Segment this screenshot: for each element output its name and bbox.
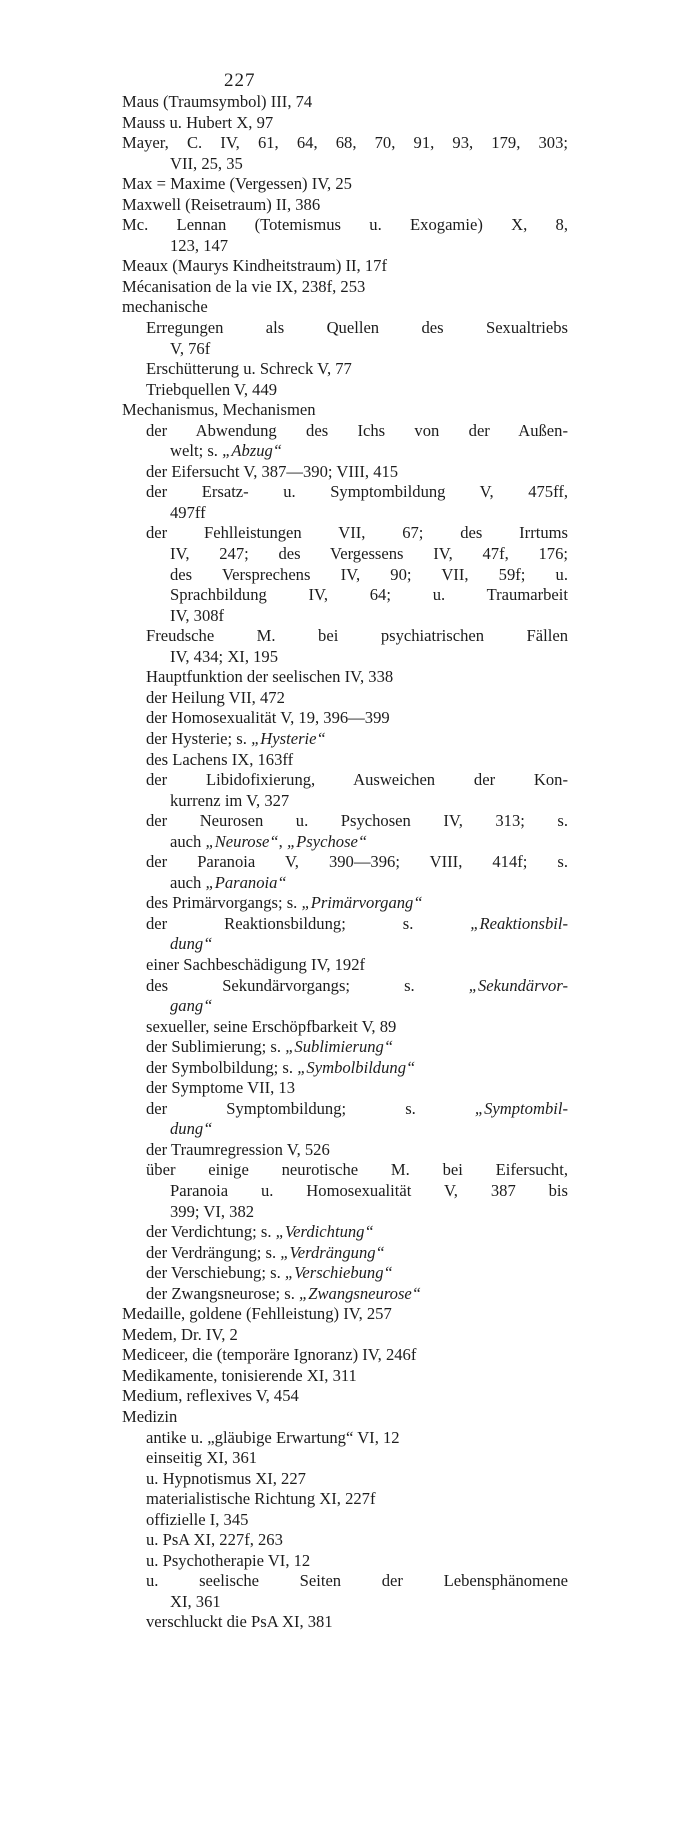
cross-reference: „Verdrängung“	[280, 1242, 385, 1262]
entry-text: der Verdrängung; s.	[146, 1242, 281, 1262]
cross-reference: dung“	[170, 934, 213, 954]
entry-text: V, 76f	[170, 338, 211, 358]
index-entry	[122, 1407, 568, 1428]
cross-reference: „Zwangsneurose“	[299, 1283, 422, 1303]
entry-text: Medikamente, tonisierende XI, 311	[122, 1365, 357, 1385]
index-subentry	[122, 441, 568, 462]
entry-text: Mayer, C. IV, 61, 64, 68, 70, 91, 93, 179, 303;	[122, 133, 568, 153]
index-subentry	[122, 667, 568, 688]
entry-text: sexueller, seine Erschöpfbarkeit V, 89	[146, 1016, 397, 1036]
index-subentry	[122, 1099, 568, 1120]
index-entry	[122, 92, 568, 113]
entry-text: einseitig XI, 361	[146, 1448, 258, 1468]
entry-text: Medizin	[122, 1407, 178, 1426]
index-subentry	[122, 339, 568, 360]
entry-text: der Sublimierung; s.	[146, 1037, 286, 1057]
index-subentry	[122, 1058, 568, 1079]
index-subentry	[122, 1551, 568, 1572]
index-entry	[122, 174, 568, 195]
cross-reference: dung“	[170, 1119, 213, 1139]
index-subentry	[122, 1592, 568, 1613]
cross-reference: „Abzug“	[222, 441, 283, 461]
entry-text: der Reaktionsbildung; s.	[146, 913, 471, 933]
cross-reference: „Verschiebung“	[284, 1263, 393, 1283]
entry-text: VII, 25, 35	[170, 153, 243, 173]
cross-reference: „Verdichtung“	[275, 1222, 374, 1242]
entry-text: Paranoia u. Homosexualität V, 387 bis	[170, 1180, 568, 1200]
entry-text: Triebquellen V, 449	[146, 379, 278, 399]
index-subentry	[122, 482, 568, 503]
index-subentry	[122, 873, 568, 894]
entry-text: der Symptombildung; s.	[146, 1098, 475, 1118]
entry-text: antike u. „gläubige Erwartung“ VI, 12	[146, 1427, 400, 1447]
entry-text: der Symbolbildung; s.	[146, 1057, 298, 1077]
index-subentry	[122, 708, 568, 729]
entry-text: welt; s.	[170, 441, 223, 461]
index-entry	[122, 1345, 568, 1366]
index-subentry	[122, 1428, 568, 1449]
entry-text: Max = Maxime (Vergessen) IV, 25	[122, 174, 352, 194]
index-entry	[122, 113, 568, 134]
entry-text: Mediceer, die (temporäre Ignoranz) IV, 246f	[122, 1345, 417, 1365]
entry-text: des Sekundärvorgangs; s.	[146, 975, 469, 995]
entry-text: der Neurosen u. Psychosen IV, 313; s.	[146, 811, 568, 831]
cross-reference: „Psychose“	[286, 831, 368, 851]
entry-text: der Libidofixierung, Ausweichen der Kon-	[146, 770, 568, 790]
entry-text: der Fehlleistungen VII, 67; des Irrtums	[146, 523, 568, 543]
index-subentry	[122, 585, 568, 606]
entry-text: mechanische	[122, 297, 208, 317]
entry-text: verschluckt die PsA XI, 381	[146, 1612, 333, 1632]
cross-reference: „Symptombil-	[474, 1098, 568, 1118]
index-subentry	[122, 503, 568, 524]
entry-text: Maxwell (Reisetraum) II, 386	[122, 194, 321, 214]
index-subentry	[122, 832, 568, 853]
cross-reference: gang“	[170, 996, 213, 1016]
index-entry	[122, 1304, 568, 1325]
entry-text: IV, 247; des Vergessens IV, 47f, 176;	[170, 544, 568, 564]
entry-text: der Zwangsneurose; s.	[146, 1283, 299, 1303]
index-subentry	[122, 1119, 568, 1140]
index-subentry	[122, 688, 568, 709]
index-subentry	[122, 1510, 568, 1531]
index-subentry	[122, 996, 568, 1017]
cross-reference: „Reaktionsbil-	[470, 913, 568, 933]
index-subentry	[122, 1571, 568, 1592]
index-subentry	[122, 1243, 568, 1264]
index-subentry	[122, 934, 568, 955]
index-subentry	[122, 852, 568, 873]
index-subentry	[122, 318, 568, 339]
index-subentry	[122, 1222, 568, 1243]
entry-text: des Primärvorgangs; s.	[146, 893, 302, 913]
index-subentry	[122, 565, 568, 586]
entry-text: Erschütterung u. Schreck V, 77	[146, 359, 352, 379]
cross-reference: „Sekundärvor-	[468, 975, 568, 995]
entry-text: Maus (Traumsymbol) III, 74	[122, 92, 313, 111]
entry-text: IV, 434; XI, 195	[170, 646, 279, 666]
index-subentry	[122, 750, 568, 771]
entry-text: der Paranoia V, 390—396; VIII, 414f; s.	[146, 852, 568, 872]
entry-text: kurrenz im V, 327	[170, 790, 290, 810]
entry-text: Mécanisation de la vie IX, 238f, 253	[122, 276, 366, 296]
entry-text: Medaille, goldene (Fehlleistung) IV, 257	[122, 1304, 392, 1324]
index-entry	[122, 1386, 568, 1407]
index-subentry	[122, 791, 568, 812]
entry-text: der Traumregression V, 526	[146, 1139, 330, 1159]
index-subentry	[122, 1078, 568, 1099]
entry-text: Freudsche M. bei psychiatrischen Fällen	[146, 626, 568, 646]
index-subentry	[122, 544, 568, 565]
index-subentry	[122, 647, 568, 668]
index-subentry	[122, 462, 568, 483]
index-subentry	[122, 1202, 568, 1223]
index-entry	[122, 297, 568, 318]
entry-text: der Eifersucht V, 387—390; VIII, 415	[146, 461, 399, 481]
entry-text: Meaux (Maurys Kindheitstraum) II, 17f	[122, 256, 387, 276]
index-subentry	[122, 1037, 568, 1058]
entry-text: Sprachbildung IV, 64; u. Traumarbeit	[170, 585, 568, 605]
entry-text: der Symptome VII, 13	[146, 1078, 296, 1098]
index-entry	[122, 400, 568, 421]
index-subentry	[122, 1469, 568, 1490]
entry-text: der Ersatz- u. Symptombildung V, 475ff,	[146, 482, 568, 502]
entry-text: Medium, reflexives V, 454	[122, 1386, 299, 1406]
index-entry	[122, 195, 568, 216]
entry-text: des Lachens IX, 163ff	[146, 749, 294, 769]
entry-text: u. PsA XI, 227f, 263	[146, 1530, 283, 1550]
index-subentry	[122, 811, 568, 832]
index-subentry	[122, 893, 568, 914]
entry-text: materialistische Richtung XI, 227f	[146, 1489, 376, 1509]
page-number: 227	[224, 70, 256, 91]
index-entry	[122, 1325, 568, 1346]
entry-text: XI, 361	[170, 1591, 221, 1611]
entry-text: Mauss u. Hubert X, 97	[122, 112, 274, 132]
entry-text: auch	[170, 831, 206, 851]
index-subentry	[122, 236, 568, 257]
entry-text: Mechanismus, Mechanismen	[122, 400, 316, 420]
index-subentry	[122, 729, 568, 750]
entry-text: der Homosexualität V, 19, 396—399	[146, 708, 390, 728]
index-subentry	[122, 1181, 568, 1202]
index-subentry	[122, 1284, 568, 1305]
cross-reference: „Paranoia“	[205, 872, 287, 892]
index-subentry	[122, 1448, 568, 1469]
index-subentry	[122, 1612, 568, 1633]
entry-text: über einige neurotische M. bei Eifersucht,	[146, 1160, 568, 1180]
cross-reference: „Sublimierung“	[285, 1037, 394, 1057]
entry-text: der Verschiebung; s.	[146, 1263, 285, 1283]
index-subentry	[122, 1140, 568, 1161]
cross-reference: „Primärvorgang“	[301, 893, 423, 913]
index-subentry	[122, 421, 568, 442]
index-subentry	[122, 976, 568, 997]
index-entry	[122, 133, 568, 154]
cross-reference: „Neurose“	[205, 831, 279, 851]
entry-text: 497ff	[170, 502, 206, 522]
index-subentry	[122, 154, 568, 175]
entry-text: u. Hypnotismus XI, 227	[146, 1468, 306, 1488]
index-subentry	[122, 523, 568, 544]
index-entry	[122, 215, 568, 236]
cross-reference: „Symbolbildung“	[297, 1057, 416, 1077]
entry-text: Erregungen als Quellen des Sexualtriebs	[146, 318, 568, 338]
index-column	[122, 92, 568, 1633]
index-subentry	[122, 1263, 568, 1284]
entry-text: Mc. Lennan (Totemismus u. Exogamie) X, 8,	[122, 215, 568, 235]
index-subentry	[122, 955, 568, 976]
index-entry	[122, 256, 568, 277]
cross-reference: „Hysterie“	[251, 728, 326, 748]
entry-text: Hauptfunktion der seelischen IV, 338	[146, 667, 394, 687]
entry-text: der Heilung VII, 472	[146, 687, 285, 707]
entry-text: einer Sachbeschädigung IV, 192f	[146, 954, 366, 974]
index-subentry	[122, 606, 568, 627]
entry-text: 123, 147	[170, 235, 229, 255]
index-subentry	[122, 359, 568, 380]
entry-text: auch	[170, 872, 206, 892]
index-subentry	[122, 914, 568, 935]
index-subentry	[122, 380, 568, 401]
entry-text: der Abwendung des Ichs von der Außen-	[146, 420, 568, 440]
entry-text: u. seelische Seiten der Lebensphänomene	[146, 1571, 568, 1591]
entry-text: der Verdichtung; s.	[146, 1222, 276, 1242]
entry-text: 399; VI, 382	[170, 1201, 255, 1221]
entry-text: ,	[278, 831, 287, 851]
index-subentry	[122, 1017, 568, 1038]
entry-text: der Hysterie; s.	[146, 728, 252, 748]
index-subentry	[122, 1489, 568, 1510]
entry-text: u. Psychotherapie VI, 12	[146, 1550, 311, 1570]
entry-text: offizielle I, 345	[146, 1509, 249, 1529]
index-subentry	[122, 770, 568, 791]
entry-text: des Versprechens IV, 90; VII, 59f; u.	[170, 564, 568, 584]
index-subentry	[122, 626, 568, 647]
index-entry	[122, 277, 568, 298]
index-entry	[122, 1366, 568, 1387]
entry-text: Medem, Dr. IV, 2	[122, 1324, 238, 1344]
index-subentry	[122, 1530, 568, 1551]
index-subentry	[122, 1160, 568, 1181]
entry-text: IV, 308f	[170, 605, 225, 625]
